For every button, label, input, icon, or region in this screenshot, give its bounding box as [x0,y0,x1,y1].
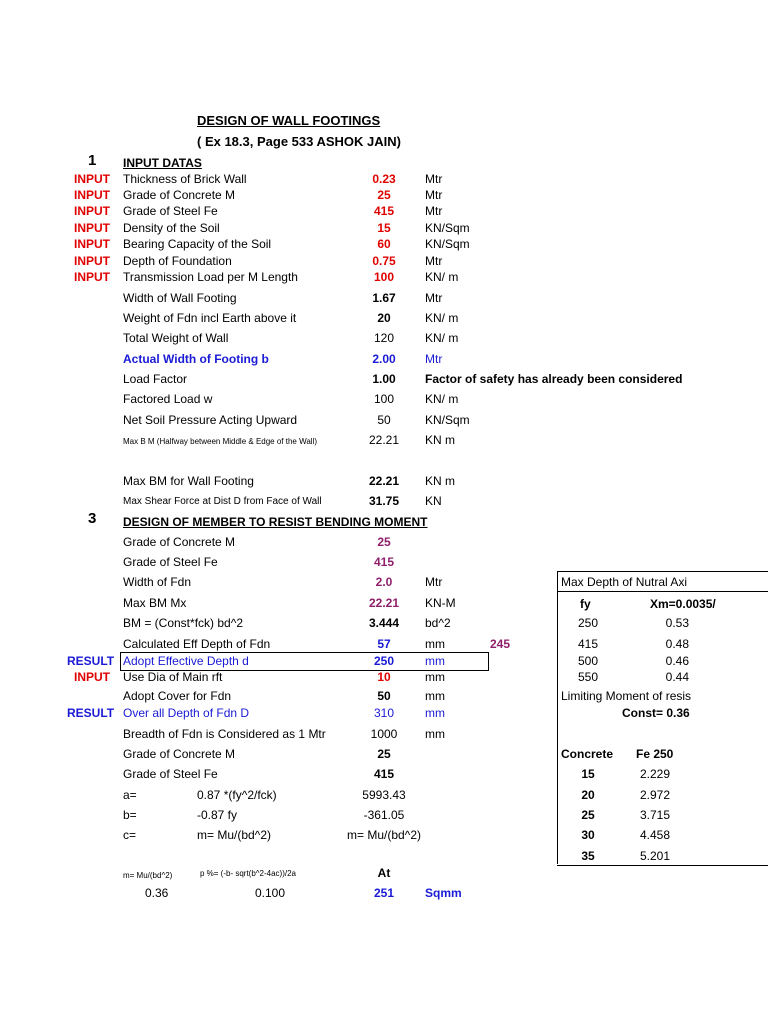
design-value: 310 [373,706,395,720]
design-value: 22.21 [368,596,400,610]
at-label: At [377,866,391,880]
calc-value: 31.75 [368,494,400,508]
m-value: 0.36 [145,886,169,900]
m-label: m= Mu/(bd^2) [123,871,173,880]
design-value: 415 [373,555,395,569]
calc-value: 22.21 [368,474,400,488]
quad-a-value: 5993.43 [362,788,406,802]
input-value[interactable]: 60 [377,237,391,251]
calc-value: 100 [373,392,395,406]
design-value: 3.444 [368,616,400,630]
side-table-2-grade: 15 [581,767,595,781]
input-unit: Mtr [425,254,443,268]
input-unit: KN/Sqm [425,221,470,235]
design-label: Breadth of Fdn is Considered as 1 Mtr [123,727,326,741]
design-label: Use Dia of Main rft [123,670,223,684]
p-label: p %= (-b- sqrt(b^2-4ac))/2a [200,869,297,878]
side-table-1-xm: 0.53 [665,616,689,630]
design-value[interactable]: 250 [373,654,395,668]
side-table-1-fy: 550 [577,670,599,684]
design-unit: mm [425,670,445,684]
side-table-1-col-fy: fy [580,597,591,611]
calc-note: Factor of safety has already been considered [425,372,683,386]
input-tag: INPUT [74,670,110,684]
input-value[interactable]: 0.75 [372,254,396,268]
side-table-bottom-border [557,865,768,866]
side-table-2-grade: 20 [581,788,595,802]
design-unit: mm [425,654,445,668]
design-value: 50 [377,689,391,703]
side-table-1-xm: 0.44 [665,670,689,684]
input-unit: Mtr [425,172,443,186]
side-table-2-grade: 25 [581,808,595,822]
side-table-2-value: 3.715 [640,808,671,822]
calc-value: 50 [377,413,391,427]
design-value: 25 [377,747,391,761]
quad-b-value: -361.05 [363,808,405,822]
input-unit: KN/ m [425,270,459,284]
calc-label: Net Soil Pressure Acting Upward [123,413,298,427]
input-tag: INPUT [74,254,110,268]
side-table-1-col-xm: Xm=0.0035/ [650,597,716,611]
input-tag: INPUT [74,172,110,186]
actual-width-value: 2.00 [372,352,396,366]
result-tag: RESULT [67,654,115,668]
section-heading-1: INPUT DATAS [123,156,202,170]
quad-b-expr: -0.87 fy [197,808,238,822]
section-number-3: 3 [88,510,97,527]
design-label: Grade of Steel Fe [123,555,218,569]
design-label: Calculated Eff Depth of Fdn [123,637,271,651]
side-table-1-fy: 250 [577,616,599,630]
calc-label: Weight of Fdn incl Earth above it [123,311,297,325]
design-value: 25 [377,535,391,549]
side-table-1-xm: 0.46 [665,654,689,668]
calc-unit: KN/ m [425,311,459,325]
side-table-1-xm: 0.48 [665,637,689,651]
quad-c-expr: m= Mu/(bd^2) [197,828,271,842]
side-table-2-grade: 35 [581,849,595,863]
design-label: Grade of Steel Fe [123,767,218,781]
design-unit: mm [425,637,445,651]
calc-unit: KN/Sqm [425,413,470,427]
calc-label: Max B M (Halfway between Middle & Edge of the Wall) [123,437,318,446]
input-value[interactable]: 415 [373,204,395,218]
input-label: Bearing Capacity of the Soil [123,237,272,251]
side-table-1-title: Max Depth of Nutral Axi [561,575,688,589]
calc-unit: KN m [425,474,455,488]
calc-value: 1.00 [372,372,396,386]
design-label: BM = (Const*fck) bd^2 [123,616,244,630]
result-tag: RESULT [67,706,115,720]
limiting-moment-label: Limiting Moment of resis [561,689,692,703]
at-value: 251 [373,886,395,900]
design-label: Grade of Concrete M [123,747,236,761]
input-tag: INPUT [74,270,110,284]
input-tag: INPUT [74,237,110,251]
side-table-2-grade: 30 [581,828,595,842]
calc-label: Width of Wall Footing [123,291,237,305]
section-number-1: 1 [88,152,97,169]
input-tag: INPUT [74,188,110,202]
calc-label: Total Weight of Wall [123,331,229,345]
design-label: Max BM Mx [123,596,187,610]
calc-label: Load Factor [123,372,188,386]
input-unit: KN/Sqm [425,237,470,251]
side-table-2-col-fe250: Fe 250 [636,747,674,761]
side-table-1-fy: 500 [577,654,599,668]
input-value[interactable]: 0.23 [372,172,396,186]
design-value: 2.0 [375,575,393,589]
design-unit: Mtr [425,575,443,589]
calc-unit: KN m [425,433,455,447]
p-value: 0.100 [255,886,286,900]
input-value[interactable]: 100 [373,270,395,284]
design-value: 57 [377,637,391,651]
actual-width-label: Actual Width of Footing b [123,352,269,366]
calc-unit: KN [425,494,442,508]
quad-a-label: a= [123,788,137,802]
design-extra-value: 245 [490,637,511,651]
design-unit: mm [425,689,445,703]
calc-value: 20 [377,311,391,325]
quad-c-label: c= [123,828,137,842]
at-unit: Sqmm [425,886,462,900]
input-value[interactable]: 15 [377,221,391,235]
input-value[interactable]: 25 [377,188,391,202]
calc-value: 22.21 [368,433,400,447]
design-label: Grade of Concrete M [123,535,236,549]
page-subtitle: ( Ex 18.3, Page 533 ASHOK JAIN) [197,134,401,149]
section-heading-3: DESIGN OF MEMBER TO RESIST BENDING MOMENT [123,515,428,529]
design-unit: bd^2 [425,616,451,630]
side-table-2-value: 2.972 [640,788,671,802]
input-label: Grade of Steel Fe [123,204,218,218]
side-table-2-value: 5.201 [640,849,671,863]
const-label: Const= 0.36 [622,706,690,720]
design-label: Over all Depth of Fdn D [123,706,250,720]
side-table-2-col-concrete: Concrete [561,747,614,761]
calc-label: Factored Load w [123,392,213,406]
design-label: Width of Fdn [123,575,192,589]
design-value: 1000 [370,727,398,741]
calc-label: Max BM for Wall Footing [123,474,254,488]
actual-width-unit: Mtr [425,352,443,366]
input-label: Density of the Soil [123,221,220,235]
input-tag: INPUT [74,221,110,235]
side-table-2-value: 4.458 [640,828,671,842]
side-table-border [557,571,558,864]
design-unit: KN-M [425,596,456,610]
page-title: DESIGN OF WALL FOOTINGS [197,113,381,128]
design-label: Adopt Cover for Fdn [123,689,232,703]
calc-value: 120 [373,331,395,345]
input-unit: Mtr [425,204,443,218]
input-label: Depth of Foundation [123,254,232,268]
quad-b-label: b= [123,808,137,822]
calc-unit: KN/ m [425,331,459,345]
quad-c-value: m= Mu/(bd^2) [347,828,421,842]
side-table-1-fy: 415 [577,637,599,651]
calc-value: 1.67 [372,291,396,305]
input-label: Transmission Load per M Length [123,270,298,284]
calc-unit: Mtr [425,291,443,305]
design-value[interactable]: 10 [377,670,391,684]
design-value: 415 [373,767,395,781]
design-unit: mm [425,706,445,720]
calc-label: Max Shear Force at Dist D from Face of Wall [123,496,322,507]
input-label: Thickness of Brick Wall [123,172,247,186]
design-unit: mm [425,727,445,741]
design-label: Adopt Effective Depth d [123,654,249,668]
calc-unit: KN/ m [425,392,459,406]
input-label: Grade of Concrete M [123,188,236,202]
input-unit: Mtr [425,188,443,202]
side-table-2-value: 2.229 [640,767,671,781]
quad-a-expr: 0.87 *(fy^2/fck) [197,788,277,802]
input-tag: INPUT [74,204,110,218]
